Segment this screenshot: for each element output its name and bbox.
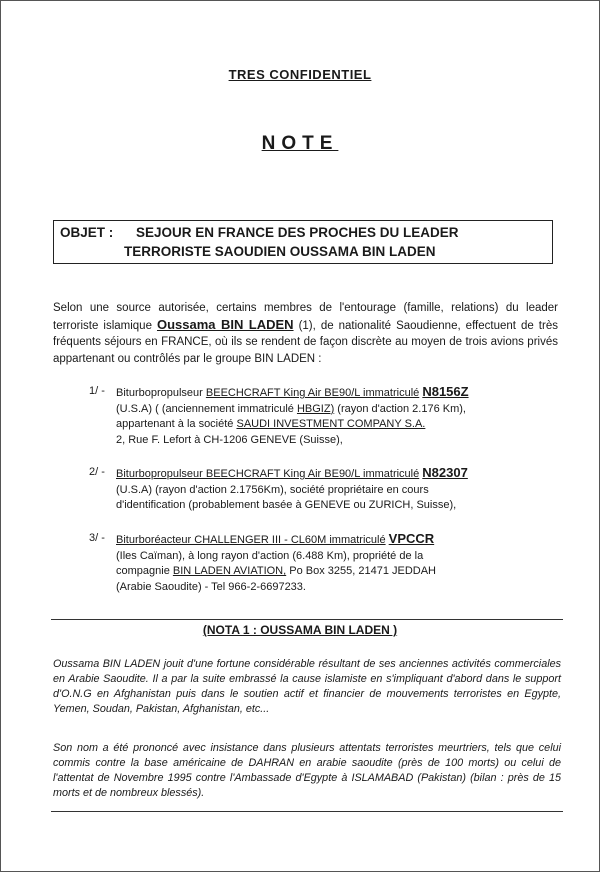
subject-line-2: TERRORISTE SAOUDIEN OUSSAMA BIN LADEN xyxy=(124,244,436,259)
divider-bottom xyxy=(51,811,563,812)
nota-paragraph-1: Oussama BIN LADEN jouit d'une fortune considérable résultant de ses anciennes activités commerciales en Arabie Saoudite. Il a par la suite embrassé la cause islamiste en s'impliquant d'abord dans le support d'O.N.G en Afghanistan puis dans le soutien actif et financier de mouvements terroristes en Egypte, Yemen, Soudan, Pakistan, Afghanistan, etc... xyxy=(53,658,561,715)
divider-top xyxy=(51,619,563,620)
classification-header: TRES CONFIDENTIEL xyxy=(228,67,372,82)
nota-title: (NOTA 1 : OUSSAMA BIN LADEN ) xyxy=(202,623,398,637)
nota-paragraph-2: Son nom a été prononcé avec insistance dans plusieurs attentats terroristes meurtriers, tels que celui commis contre la base américaine de DAHRAN en arabie saoudite (près de 100 morts) ou celui de l'attentat de Novembre 1995 contre l'Ambassade d'Egypte à ISLAMABAD (Pakistan) (bilan : près de 15 morts et de nombreux blessés). xyxy=(53,742,561,799)
page-title: NOTE xyxy=(261,133,339,154)
subject-label: OBJET : xyxy=(60,225,114,240)
subject-name: Oussama BIN LADEN xyxy=(156,316,294,332)
document-page: TRES CONFIDENTIEL NOTE OBJET : SEJOUR EN FRANCE DES PROCHES DU LEADER TERRORISTE SAOUDIEN OUSSAMA BIN LADEN Selon une source autorisée, certains membres de l'entourage (famille, relations) du leader terroriste islamique Oussama BIN LADEN (1), de nationalité Saoudienne, effectuent de très fréquents séjours en FRANCE, où ils se rendent de façon discrète au moyen de trois avions privés appartenant ou contrôlés par le groupe BIN LADEN : 1/ - Biturbopropulseur BEECHCRAFT King Air BE90/L immatriculé N8156Z (U.S.A) ( (anciennement immatriculé HBGIZ) (rayon d'action 2.176 Km), appartenant à la société SAUDI INVESTMENT COMPANY S.A. 2, Rue F. Lefort à CH-1206 GENEVE (Suisse), 2/ - Biturbopropulseur BEECHCRAFT King Air BE90/L immatriculé N82307 (U.S.A) (rayon d'action 2.1756Km), société propriétaire en cours d'identification (probablement basée à GENEVE ou ZURICH, Suisse), 3/ - Biturboréacteur CHALLENGER III - CL60M immatriculé VPCCR (Iles Caïman), à long rayon d'action (6.488 Km), propriété de la compagnie BIN LADEN AVIATION, Po Box 3255, 21471 JEDDAH (Arabie Saoudite) - Tel 966-2-6697233. (NOTA 1 : OUSSAMA BIN LADEN ) Oussama BIN LADEN jouit d'une fortune considérable résultant de ses anciennes activités commerciales en Arabie Saoudite. Il a par la suite embrassé la cause islamiste en s'impliquant d'abord dans le support d'O.N.G en Afghanistan puis dans le soutien actif et financier de mouvements terroristes en Egypte, Yemen, Soudan, Pakistan, Afghanistan, etc... Son nom a été prononcé avec insistance dans plusieurs attentats terroristes meurtriers, tels que celui commis contre la base américaine de DAHRAN en arabie saoudite (près de 100 morts) ou celui de l'attentat de Novembre 1995 contre l'Ambassade d'Egypte à ISLAMABAD (Pakistan) (bilan : près de 15 morts et de nombreux blessés). xyxy=(0,0,600,872)
intro-paragraph: Selon une source autorisée, certains membres de l'entourage (famille, relations) du leader terroriste islamique Oussama BIN LADEN (1), de nationalité Saoudienne, effectuent de très fréquents séjours en FRANCE, où ils se rendent de façon discrète au moyen de trois avions privés appartenant ou contrôlés par le groupe BIN LADEN : xyxy=(53,302,558,365)
subject-line-1: SEJOUR EN FRANCE DES PROCHES DU LEADER xyxy=(136,225,459,240)
subject-box xyxy=(53,220,553,264)
